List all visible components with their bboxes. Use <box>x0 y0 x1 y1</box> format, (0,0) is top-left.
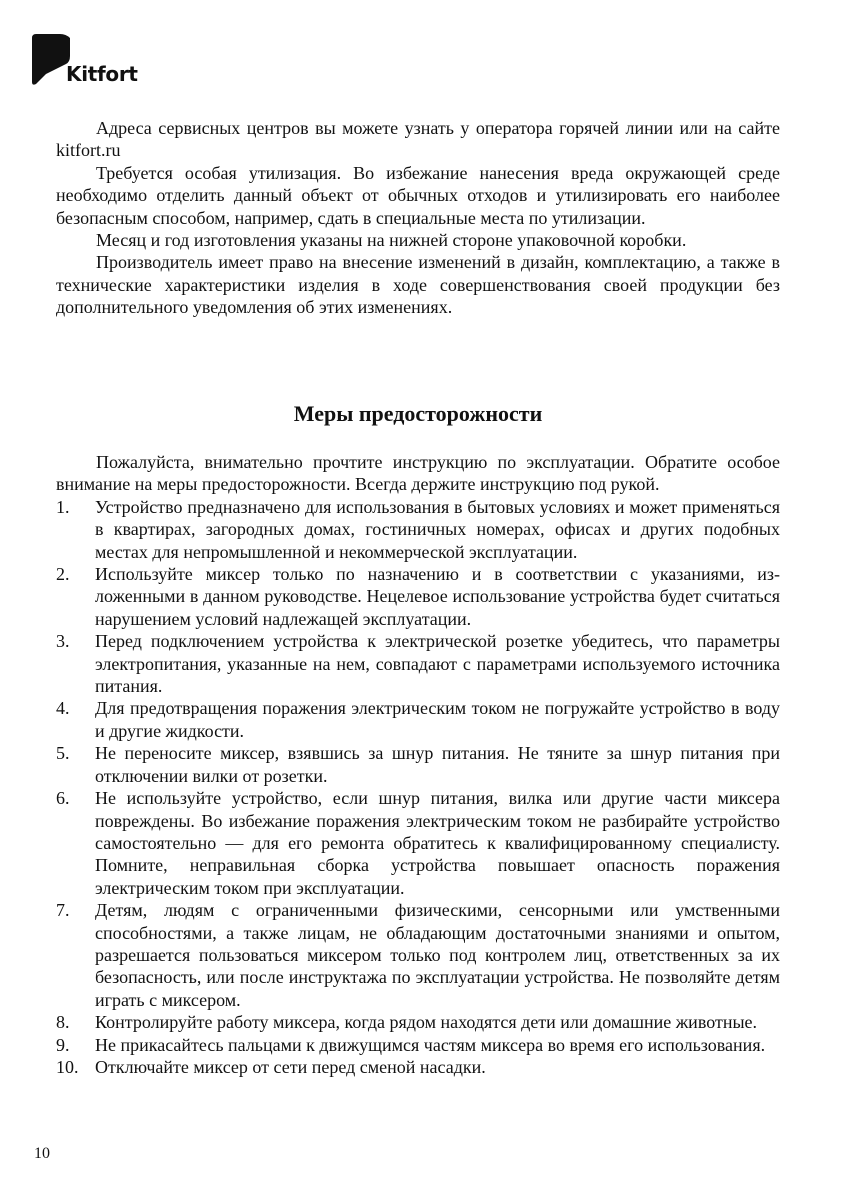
list-item <box>56 630 780 697</box>
list-item-number: 4. <box>56 698 70 719</box>
list-item <box>56 742 780 787</box>
list-item-number: 3. <box>56 631 70 652</box>
intro-paragraph: Производитель имеет право на внесение изменений в дизайн, комплектацию, а также в технические характеристики изделия в ходе совершенствования своей продукции без дополнительного уведомления об этих изменениях. <box>56 252 780 318</box>
list-item-text: Не прикасайтесь пальцами к движущимся частям миксера во время его использования. <box>95 1034 766 1055</box>
list-item <box>56 697 780 742</box>
list-item <box>56 1011 780 1033</box>
list-item-text: Отключайте миксер от сети перед сменой насадки. <box>95 1056 486 1077</box>
list-item-number: 2. <box>56 564 70 585</box>
list-item-text: Перед подключением устройства к электрической розетке убедитесь, что параметры электропитания, указанные на нем, совпадают с параметрами используемого источника питания. <box>95 631 780 697</box>
intro-paragraph: Месяц и год изготовления указаны на нижней стороне упаковочной коробки. <box>96 230 687 251</box>
list-item <box>56 1056 780 1078</box>
section-title: Меры предосторожности <box>293 401 543 426</box>
list-item <box>56 496 780 563</box>
intro-paragraph: Требуется особая утилизация. Во избежание нанесения вреда окружающей среде необходимо отделить данный объект от обычных отходов и утилизировать его наиболее безопасным способом, например, сдать в специальные места по утилизации. <box>56 162 780 228</box>
list-item-number: 5. <box>56 743 70 764</box>
list-item-text: Для предотвращения поражения электрическим током не погружайте устройство в воду и другие жидкости. <box>95 698 780 741</box>
kitfort-logo <box>32 34 172 94</box>
list-item <box>56 563 780 630</box>
list-item-text: Не переносите миксер, взявшись за шнур питания. Не тяните за шнур питания при отключении вилки от розетки. <box>95 743 780 786</box>
list-item-number: 8. <box>56 1012 70 1033</box>
list-item-number: 7. <box>56 900 70 921</box>
list-item <box>56 899 780 1011</box>
list-item <box>56 1034 780 1056</box>
page-number: 10 <box>34 1145 50 1162</box>
precautions-intro: Пожалуйста, внимательно прочтите инструкцию по эксплуатации. Обратите особое внимание на меры предосторожности. Всегда держите инструкцию под рукой. <box>56 452 780 495</box>
intro-paragraph: Адреса сервисных центров вы можете узнать у оператора горячей линии или на сайте kitfort.ru <box>56 118 780 161</box>
list-item-text: Контролируйте работу миксера, когда рядом находятся дети или домашние животные. <box>95 1012 758 1033</box>
list-item-text: Устройство предназначено для использования в бытовых условиях и может применяться в квартирах, загородных домах, гостиничных номерах, офисах и других подобных местах для непромышленной и некоммерческой эксплуатации. <box>95 496 780 562</box>
list-item-number: 6. <box>56 788 70 809</box>
precautions-section <box>56 451 780 1078</box>
list-item-number: 10. <box>56 1056 79 1077</box>
precautions-list <box>56 496 780 1079</box>
list-item-text: Не используйте устройство, если шнур питания, вилка или другие части миксера повреждены. Во избежание поражения электрическим током не разбирайте устройство самостоятельно — для его ремонта обратитесь к квалифицированному специалисту. Помните, неправильная сборка устройства повышает опасность поражения электрическим током при эксплуатации. <box>95 788 780 898</box>
brand-name: Kitfort <box>66 62 138 86</box>
list-item-text: Детям, людям с ограниченными физическими, сенсорными или умственными способностями, а также лицам, не обладающим достаточными знаниями и опытом, разрешается пользоваться миксером только под контролем лиц, ответственных за их безопасность, или после инструктажа по эксплуатации устройства. Не позволяйте детям играть с миксером. <box>95 900 780 1010</box>
list-item-number: 1. <box>56 496 70 517</box>
intro-text <box>56 117 780 319</box>
list-item-number: 9. <box>56 1034 70 1055</box>
list-item <box>56 787 780 899</box>
list-item-text: Используйте миксер только по назначению и в соответствии с указаниями, изложенными в данном руководстве. Нецелевое использование устройства будет считаться нарушением условий надлежащей эксплуатации. <box>95 564 780 629</box>
